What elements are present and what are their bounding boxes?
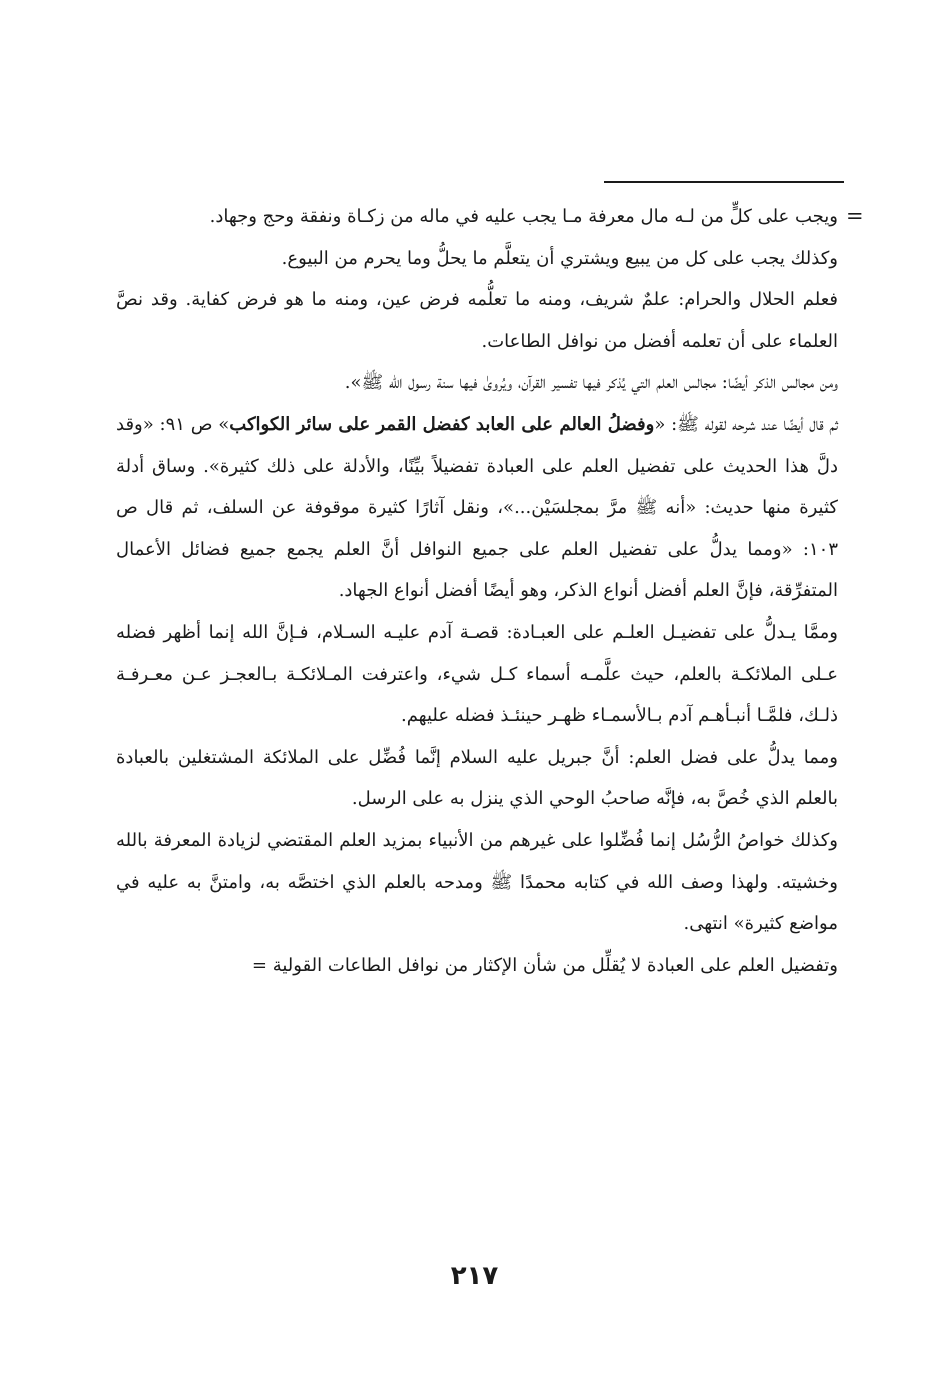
paragraph: وتفضيل العلم على العبادة لا يُقلِّل من شأن الإكثار من نوافل الطاعات القولية = [251, 954, 838, 976]
paragraph: وكذلك خواصُ الرُّسُل إنما فُضِّلوا على غيرهم من الأنبياء بمزيد العلم المقتضي لزيادة المعرفة بالله وخشيته. ولهذا وصف الله في كتابه محمدًا ﷺ ومدحه بالعلم الذي اختصَّه به، وامتنَّ به عليه في مواضع كثيرة» انتهى. [116, 829, 838, 935]
paragraph: ويجب على كلٍّ من لـه مال معرفة مـا يجب عليه في ماله من زكـاة ونفقة وحج وجهاد. [209, 206, 838, 227]
paragraph [116, 404, 838, 612]
paragraph: ومن مجالس الذكر أيضًا: مجالس العلم التي يُذكر فيها تفسير القرآن، ويُروىٰ فيها سنة رسول الله ﷺ». [344, 372, 838, 394]
paragraph: وممَّا يـدلُّ على تفضيـل العلـم على العبـادة: قصـة آدم عليـه السـلام، فـإنَّ الله إنما أظهر فضله عـلى الملائكـة بالعلم، حيث علَّمـه أسماء كـل شيء، واعترفت المـلائكـة بـالعجـز عـن معـرفـة ذلـك، فلمَّـا أنبـأهـم آدم بـالأسمـاء ظهـر حينئـذ فضله عليهم. [116, 621, 838, 727]
page-number: ٢١٧ [450, 1261, 499, 1291]
paragraph: فعلم الحلال والحرام: علمٌ شريف، ومنه ما تعلُّمه فرض عين، ومنه ما هو فرض كفاية. وقد نصَّ العلماء على أن تعلمه أفضل من نوافل الطاعات. [116, 289, 838, 352]
paragraph: وكذلك يجب على كل من يبيع ويشتري أن يتعلَّم ما يحلُّ وما يحرم من البيوع. [281, 247, 838, 269]
continuation-mark: = [846, 204, 864, 228]
quote-continuation: » ص ٩١: «وقد دلَّ هذا الحديث على تفضيل العلم على العبادة تفضيلاً بيِّنًا، والأدلة على ذلك كثيرة». وساق أدلة كثيرة منها حديث: «أنه ﷺ مرَّ بمجلسَيْن...»، ونقل آثارًا كثيرة موقوفة عن السلف، ثم قال ص ١٠٣: «ومما يدلُّ على تفضيل العلم على جميع النوافل أنَّ العلم يجمع جميع فضائل الأعمال المتفرِّقة، فإنَّ العلم أفضل أنواع الذكر، وهو أيضًا أفضل أنواع الجهاد. [116, 413, 838, 602]
hadith-quote: وفضلُ العالم على العابد كفضل القمر على سائر الكواكب [229, 413, 655, 435]
quote-intro: ثم قال أيضًا عند شرحه لقوله ﷺ: « [654, 413, 839, 435]
paragraph: ومما يدلُّ على فضل العلم: أنَّ جبريل عليه السلام إنَّما فُضِّل على الملائكة المشتغلين بالعبادة بالعلم الذي خُصَّ به، فإنَّه صاحبُ الوحي الذي ينزل به على الرسل. [116, 746, 838, 810]
footnote-text [116, 196, 838, 986]
footnote-separator-rule [604, 181, 844, 183]
